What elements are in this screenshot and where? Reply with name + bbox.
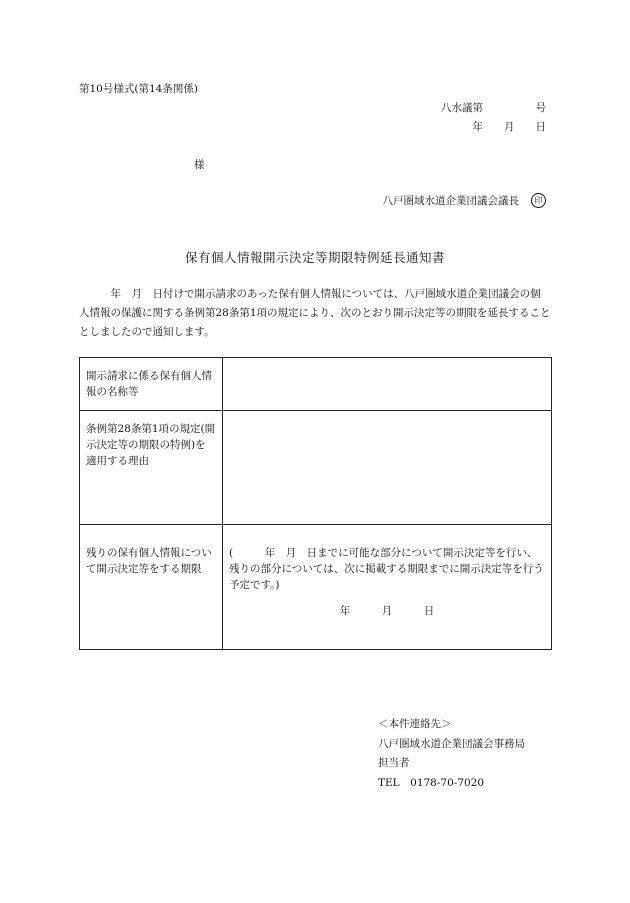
body-paragraph: 年 月 日付けで開示請求のあった保有個人情報については、八戸圏域水道企業団議会の個人情報の保護に関する条例第28条第1項の規定により、次のとおり開示決定等の期限を延長することとしましたので通知します。 (79, 288, 551, 338)
contact-office: 八戸圏域水道企業団議会事務局 (378, 737, 525, 750)
table-row (80, 525, 552, 650)
table-row (80, 411, 552, 525)
contact-block (378, 715, 525, 793)
deadline-date: 年 月 日 (339, 605, 435, 617)
row-value (223, 411, 552, 525)
form-number: 第10号様式(第14条関係) (79, 83, 198, 95)
table-row (80, 358, 552, 411)
document-title: 保有個人情報開示決定等期限特例延長通知書 (184, 250, 445, 265)
row-label: 条例第28条第1項の規定(開示決定等の期限の特例)を適用する理由 (80, 411, 223, 525)
recipient-honorific: 様 (194, 159, 205, 171)
row-value-cell (223, 525, 552, 650)
row-label: 開示請求に係る保有個人情報の名称等 (80, 358, 223, 411)
document-date: 年 月 日 (472, 121, 546, 133)
contact-person: 担当者 (378, 757, 410, 769)
document-number: 八水議第 号 (441, 102, 546, 114)
sender-block (383, 193, 547, 208)
sender-name: 八戸圏域水道企業団議会議長 (382, 195, 519, 207)
seal-icon: 印 (531, 193, 546, 208)
row-label: 残りの保有個人情報について開示決定等をする期限 (80, 525, 223, 650)
row-value: ( 年 月 日までに可能な部分について開示決定等を行い、残りの部分については、次に掲載する期限までに開示決定等を行う予定です。) (229, 547, 544, 591)
row-value (223, 358, 552, 411)
contact-heading: ＜本件連絡先＞ (378, 718, 452, 730)
info-table (79, 357, 552, 650)
contact-tel: TEL 0178-70-7020 (378, 776, 485, 789)
